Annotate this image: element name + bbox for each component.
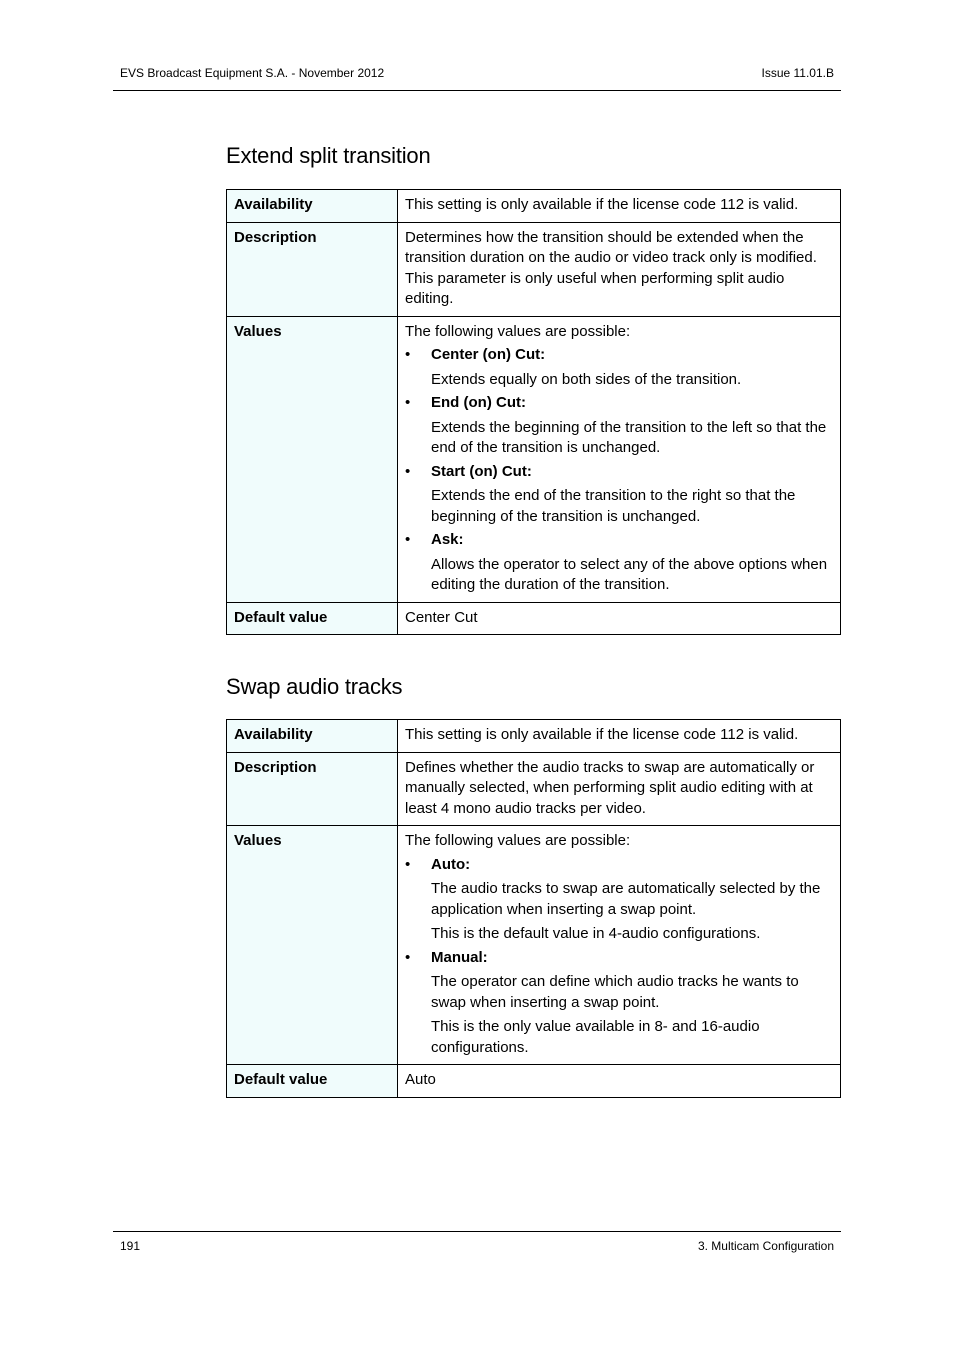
option-description: The audio tracks to swap are automatically selected by the application when inserting a swap point. (431, 880, 821, 918)
page-number: 191 (120, 1239, 141, 1253)
option-name: Ask: (431, 531, 464, 548)
option-name: Auto: (431, 855, 471, 873)
option-description: Allows the operator to select any of the above options when editing the duration of the transition. (431, 555, 828, 593)
option-end-cut (405, 393, 834, 459)
values-intro: The following values are possible: (405, 322, 631, 340)
default-value-label: Default value (227, 602, 398, 635)
table-row (227, 316, 841, 602)
option-name: Start (on) Cut: (431, 462, 532, 480)
table-row (227, 602, 841, 635)
table-row (227, 752, 841, 826)
option-description: Extends equally on both sides of the transition. (431, 370, 742, 388)
values-label: Values (227, 316, 398, 602)
description-value: Defines whether the audio tracks to swap are automatically or manually selected, when performing split audio editing with at least 4 mono audio tracks per video. (398, 752, 841, 826)
bullet: • (405, 394, 411, 411)
option-auto (405, 855, 834, 945)
option-name: Center (on) Cut: (431, 346, 546, 363)
option-name: Manual: (431, 948, 488, 966)
option-description: Extends the beginning of the transition to the left so that the end of the transition is unchanged. (431, 418, 827, 456)
bullet: • (405, 948, 411, 966)
section-title-extend-split-transition: Extend split transition (226, 143, 431, 168)
header-publisher: EVS Broadcast Equipment S.A. - November 2012 (120, 66, 385, 80)
option-note: This is the default value in 4-audio configurations. (431, 925, 761, 942)
option-center-cut (405, 345, 834, 390)
chapter-title: 3. Multicam Configuration (697, 1239, 834, 1253)
settings-table-extend-split-transition (226, 189, 841, 635)
table-row (227, 720, 841, 753)
table-row (227, 190, 841, 223)
description-label: Description (227, 752, 398, 826)
option-description: The operator can define which audio tracks he wants to swap when inserting a swap point. (431, 973, 799, 1011)
table-row (227, 222, 841, 316)
header-issue: Issue 11.01.B (761, 66, 834, 80)
bullet: • (405, 855, 411, 873)
values-intro: The following values are possible: (405, 832, 631, 849)
default-value: Auto (398, 1065, 841, 1098)
option-note: This is the only value available in 8- and 16-audio configurations. (431, 1018, 760, 1056)
bullet: • (405, 462, 411, 480)
default-value-label: Default value (227, 1065, 398, 1098)
table-row (227, 826, 841, 1065)
bullet: • (405, 531, 411, 548)
default-value: Center Cut (398, 602, 841, 635)
option-start-cut (405, 462, 834, 528)
option-ask (405, 530, 834, 596)
description-value: Determines how the transition should be extended when the transition duration on the audio or video track only is modified. This parameter is only useful when performing split audio editing. (398, 222, 841, 316)
values-cell (398, 316, 841, 602)
availability-label: Availability (227, 720, 398, 753)
availability-value: This setting is only available if the license code 112 is valid. (398, 190, 841, 223)
option-manual (405, 948, 834, 1059)
bullet: • (405, 346, 411, 363)
availability-value: This setting is only available if the license code 112 is valid. (398, 720, 841, 753)
availability-label: Availability (227, 190, 398, 223)
values-cell (398, 826, 841, 1065)
page-header (113, 66, 841, 91)
option-description: Extends the end of the transition to the right so that the beginning of the transition is unchanged. (431, 487, 796, 525)
settings-table-swap-audio-tracks (226, 719, 841, 1098)
table-row (227, 1065, 841, 1098)
description-label: Description (227, 222, 398, 316)
values-label: Values (227, 826, 398, 1065)
page-footer (113, 1231, 841, 1253)
option-name: End (on) Cut: (431, 394, 526, 411)
section-title-swap-audio-tracks: Swap audio tracks (226, 674, 403, 699)
